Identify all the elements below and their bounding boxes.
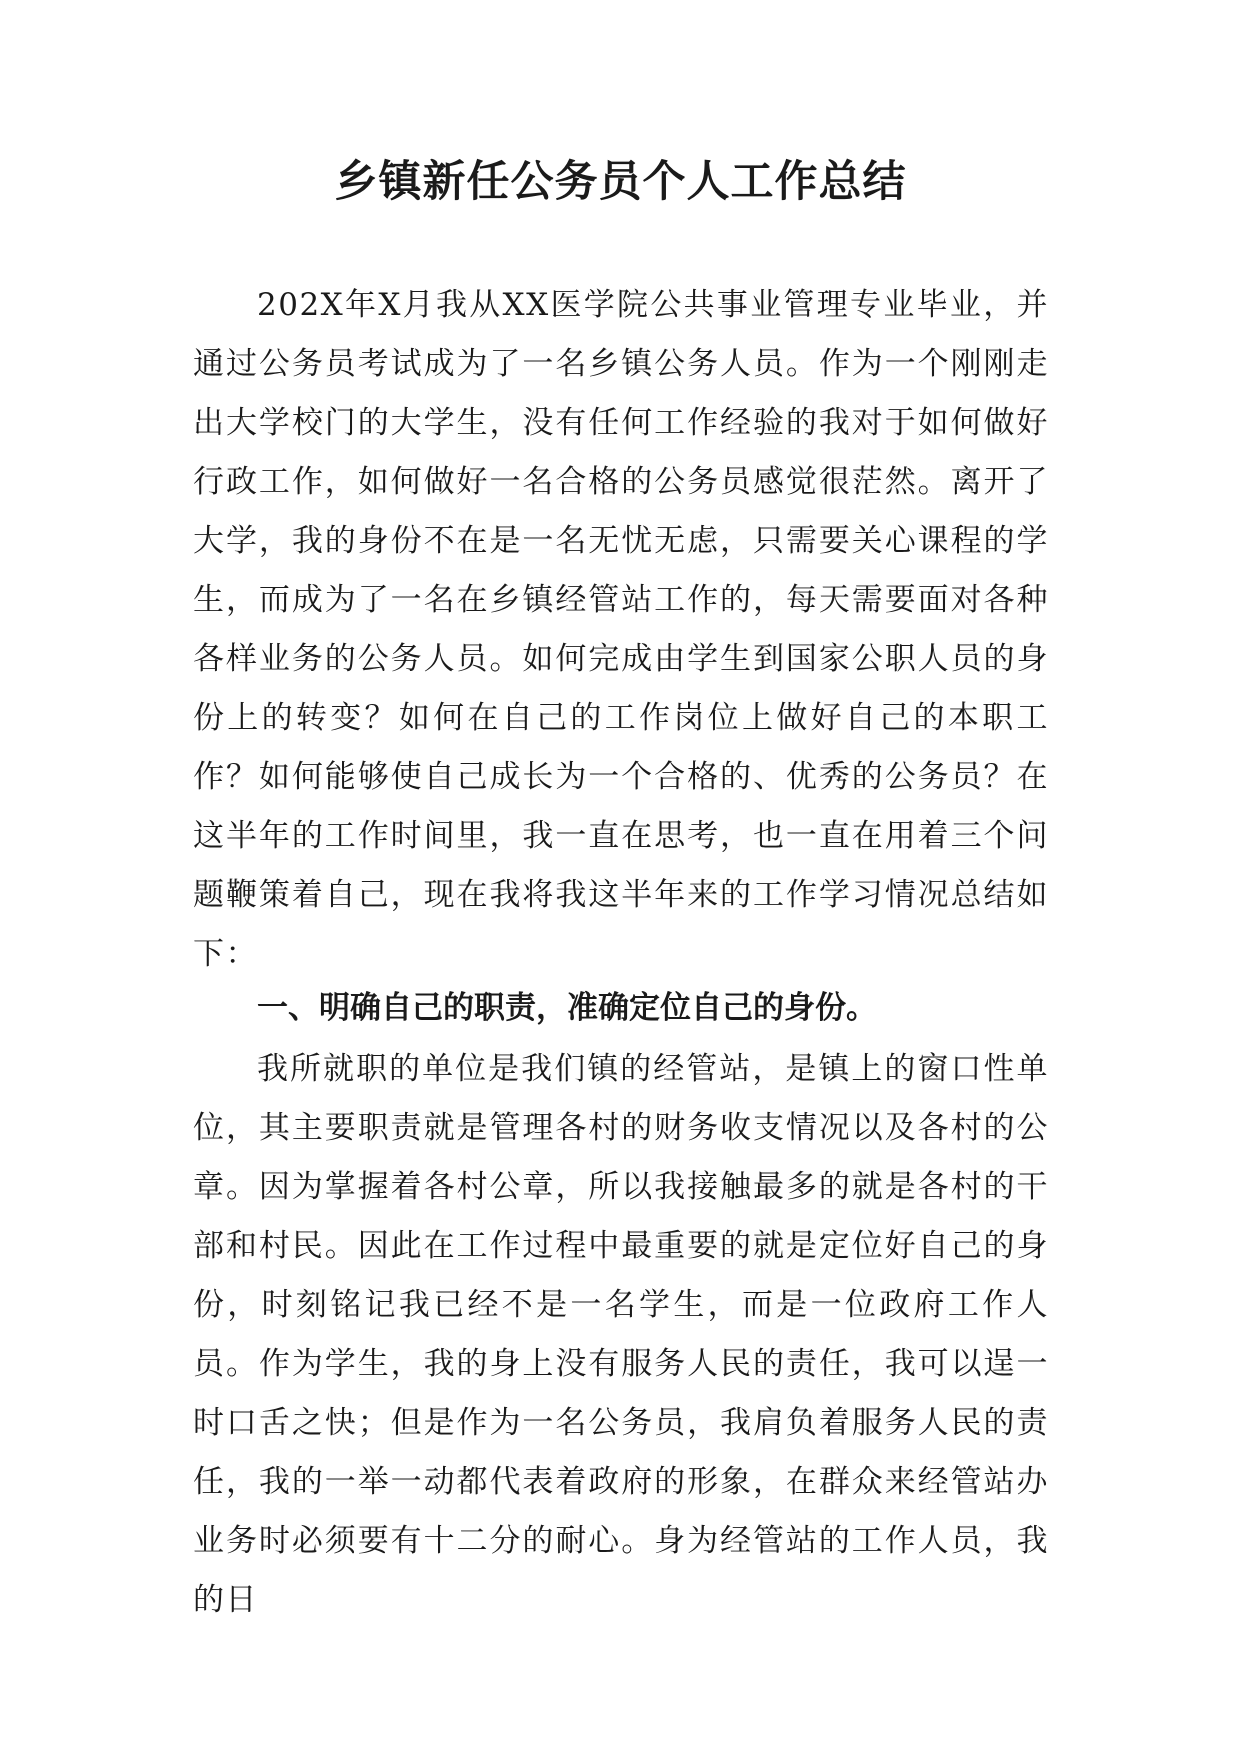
document-title: 乡镇新任公务员个人工作总结: [334, 157, 907, 207]
section-heading-1: 一、明确自己的职责，准确定位自己的身份。: [257, 990, 877, 1026]
paragraph-section-1: 我所就职的单位是我们镇的经管站，是镇上的窗口性单位，其主要职责就是管理各村的财务收支情况以及各村的公章。因为掌握着各村公章，所以我接触最多的就是各村的干部和村民。因此在工作过程中最重要的就是定位好自己的身份，时刻铭记我已经不是一名学生，而是一位政府工作人员。作为学生，我的身上没有服务人民的责任，我可以逞一时口舌之快；但是作为一名公务员，我肩负着服务人民的责任，我的一举一动都代表着政府的形象，在群众来经管站办业务时必须要有十二分的耐心。身为经管站的工作人员，我的日: [193, 1051, 1049, 1618]
paragraph-intro: 202X年X月我从XX医学院公共事业管理专业毕业，并通过公务员考试成为了一名乡镇公务人员。作为一个刚刚走出大学校门的大学生，没有任何工作经验的我对于如何做好行政工作，如何做好一名合格的公务员感觉很茫然。离开了大学，我的身份不在是一名无忧无虑，只需要关心课程的学生，而成为了一名在乡镇经管站工作的，每天需要面对各种各样业务的公务人员。如何完成由学生到国家公职人员的身份上的转变？如何在自己的工作岗位上做好自己的本职工作？如何能够使自己成长为一个合格的、优秀的公务员？在这半年的工作时间里，我一直在思考，也一直在用着三个问题鞭策着自己，现在我将我这半年来的工作学习情况总结如下：: [193, 287, 1049, 972]
